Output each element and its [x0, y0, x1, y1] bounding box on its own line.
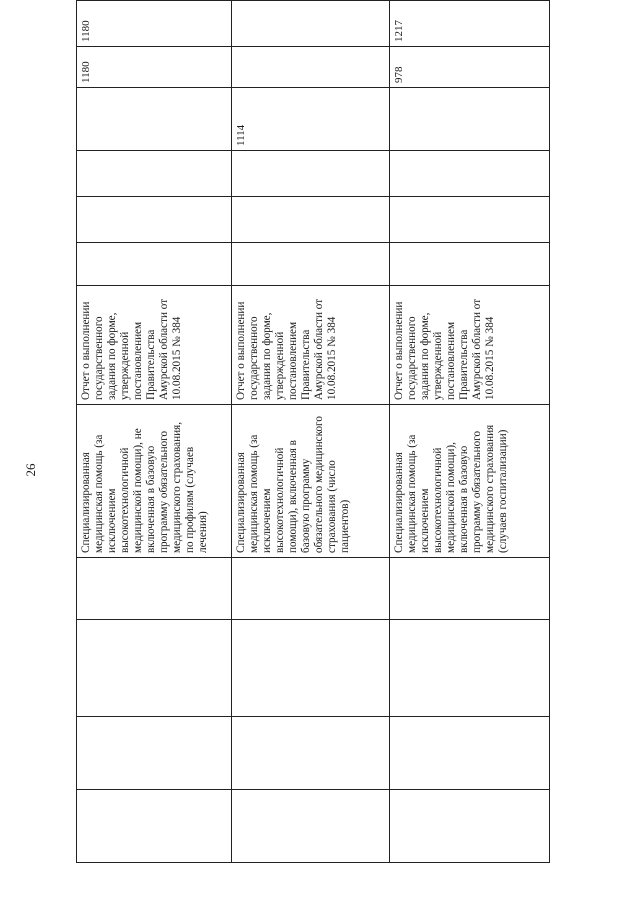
page-number: 26: [23, 463, 38, 477]
service-name-cell: Специализированная медицинская помощь (за исключением высокотехнологичной медицинской помощи), не включенная в базовую программу обязательного медицинского страхования, по профилям (случаев лечения): [77, 405, 232, 558]
empty-cell: [232, 620, 390, 717]
value-cell: 978: [390, 47, 550, 88]
empty-cell: [390, 558, 550, 620]
table-row: [232, 0, 390, 863]
value-cell: [390, 151, 550, 197]
empty-cell: [390, 790, 550, 863]
value-cell: [232, 0, 390, 1]
value-cell: [390, 243, 550, 286]
rotated-table-container: [76, 20, 549, 863]
report-source-cell: Отчет о выполнении государственного задания по форме, утвержденной постановлением Правительства Амурской области от 10.08.2015 № 384: [390, 286, 550, 405]
empty-cell: [232, 790, 390, 863]
empty-cell: [232, 717, 390, 790]
service-name-cell: Специализированная медицинская помощь (за исключением высокотехнологичной помощи), включенная в базовую программу обязательного медицинского страхования (число пациентов): [232, 405, 390, 558]
value-cell: 1217: [390, 1, 550, 47]
service-name-cell: Специализированная медицинская помощь (за исключением высокотехнологичной медицинской помощи), включенная в базовую программу обязательного медицинского страхования (случаев госпитализации): [390, 405, 550, 558]
value-cell: [390, 197, 550, 243]
indicators-table: [76, 0, 550, 863]
value-cell: [232, 1, 390, 47]
empty-cell: [77, 717, 232, 790]
table-row: [390, 0, 550, 863]
empty-cell: [232, 558, 390, 620]
value-cell: [77, 243, 232, 286]
value-cell: [232, 47, 390, 88]
table-row: [77, 0, 232, 863]
value-cell: [232, 243, 390, 286]
value-cell: [232, 151, 390, 197]
empty-cell: [77, 558, 232, 620]
empty-cell: [77, 790, 232, 863]
value-cell: [390, 88, 550, 151]
report-source-cell: Отчет о выполнении государственного задания по форме, утвержденной постановлением Правительства Амурской области от 10.08.2015 № 384: [232, 286, 390, 405]
report-source-cell: Отчет о выполнении государственного задания по форме, утвержденной постановлением Правительства Амурской области от 10.08.2015 № 384: [77, 286, 232, 405]
value-cell: [77, 151, 232, 197]
value-cell: 1114: [232, 88, 390, 151]
value-cell: [77, 0, 232, 1]
value-cell: [77, 88, 232, 151]
value-cell: 1180: [77, 1, 232, 47]
value-cell: [390, 0, 550, 1]
empty-cell: [77, 620, 232, 717]
value-cell: [232, 197, 390, 243]
empty-cell: [390, 620, 550, 717]
value-cell: [77, 197, 232, 243]
value-cell: 1180: [77, 47, 232, 88]
empty-cell: [390, 717, 550, 790]
